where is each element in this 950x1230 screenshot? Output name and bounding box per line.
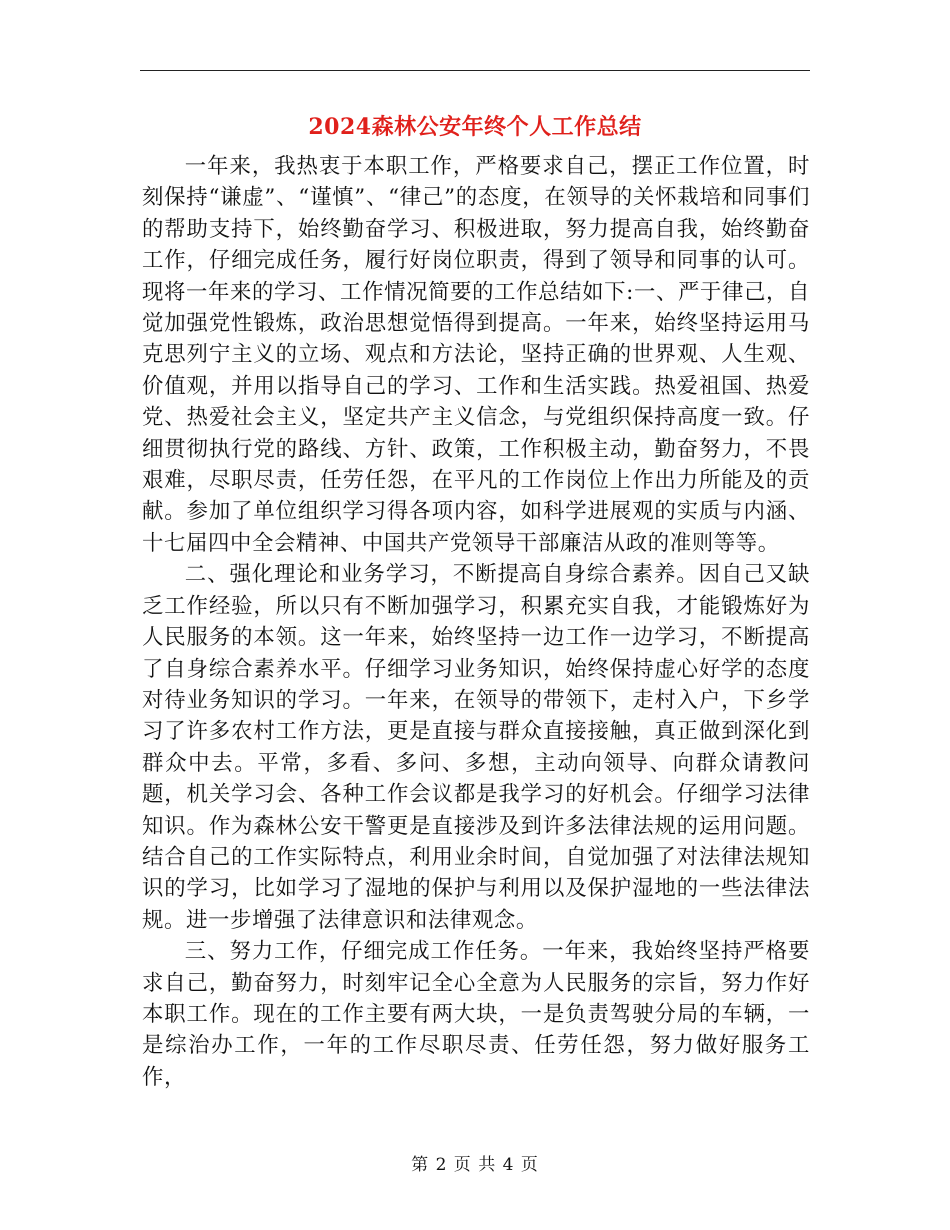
page-footer: 第 2 页 共 4 页	[411, 1155, 539, 1175]
paragraph-2: 二、强化理论和业务学习，不断提高自身综合素养。因自己又缺乏工作经验，所以只有不断加强学习，积累充实自我，才能锻炼好为人民服务的本领。这一年来，始终坚持一边工作一边学习，不断提高了自身综合素养水平。仔细学习业务知识，始终保持虚心好学的态度对待业务知识的学习。一年来，在领导的带领下，走村入户，下乡学习了许多农村工作方法，更是直接与群众直接接触，真正做到深化到群众中去。平常，多看、多问、多想，主动向领导、向群众请教问题，机关学习会、各种工作会议都是我学习的好机会。仔细学习法律知识。作为森林公安干警更是直接涉及到许多法律法规的运用问题。结合自己的工作实际特点，利用业余时间，自觉加强了对法律法规知识的学习，比如学习了湿地的保护与利用以及保护湿地的一些法律法规。进一步增强了法律意识和法律观念。	[142, 562, 810, 933]
document-body	[142, 151, 810, 1093]
header-rule	[140, 70, 810, 71]
paragraph-1: 一年来，我热衷于本职工作，严格要求自己，摆正工作位置，时刻保持“谦虚”、“谨慎”、“律己”的态度，在领导的关怀栽培和同事们的帮助支持下，始终勤奋学习、积极进取，努力提高自我，始终勤奋工作，仔细完成任务，履行好岗位职责，得到了领导和同事的认可。现将一年来的学习、工作情况简要的工作总结如下:一、严于律己，自觉加强党性锻炼，政治思想觉悟得到提高。一年来，始终坚持运用马克思列宁主义的立场、观点和方法论，坚持正确的世界观、人生观、价值观，并用以指导自己的学习、工作和生活实践。热爱祖国、热爱党、热爱社会主义，坚定共产主义信念，与党组织保持高度一致。仔细贯彻执行党的路线、方针、政策，工作积极主动，勤奋努力，不畏艰难，尽职尽责，任劳任怨，在平凡的工作岗位上作出力所能及的贡献。参加了单位组织学习得各项内容，如科学进展观的实质与内涵、十七届四中全会精神、中国共产党领导干部廉洁从政的准则等等。	[142, 154, 810, 556]
paragraph-3: 三、努力工作，仔细完成工作任务。一年来，我始终坚持严格要求自己，勤奋努力，时刻牢记全心全意为人民服务的宗旨，努力作好本职工作。现在的工作主要有两大块，一是负责驾驶分局的车辆，一是综治办工作，一年的工作尽职尽责、任劳任怨，努力做好服务工作，	[142, 939, 810, 1090]
document-title: 2024森林公安年终个人工作总结	[308, 114, 642, 140]
